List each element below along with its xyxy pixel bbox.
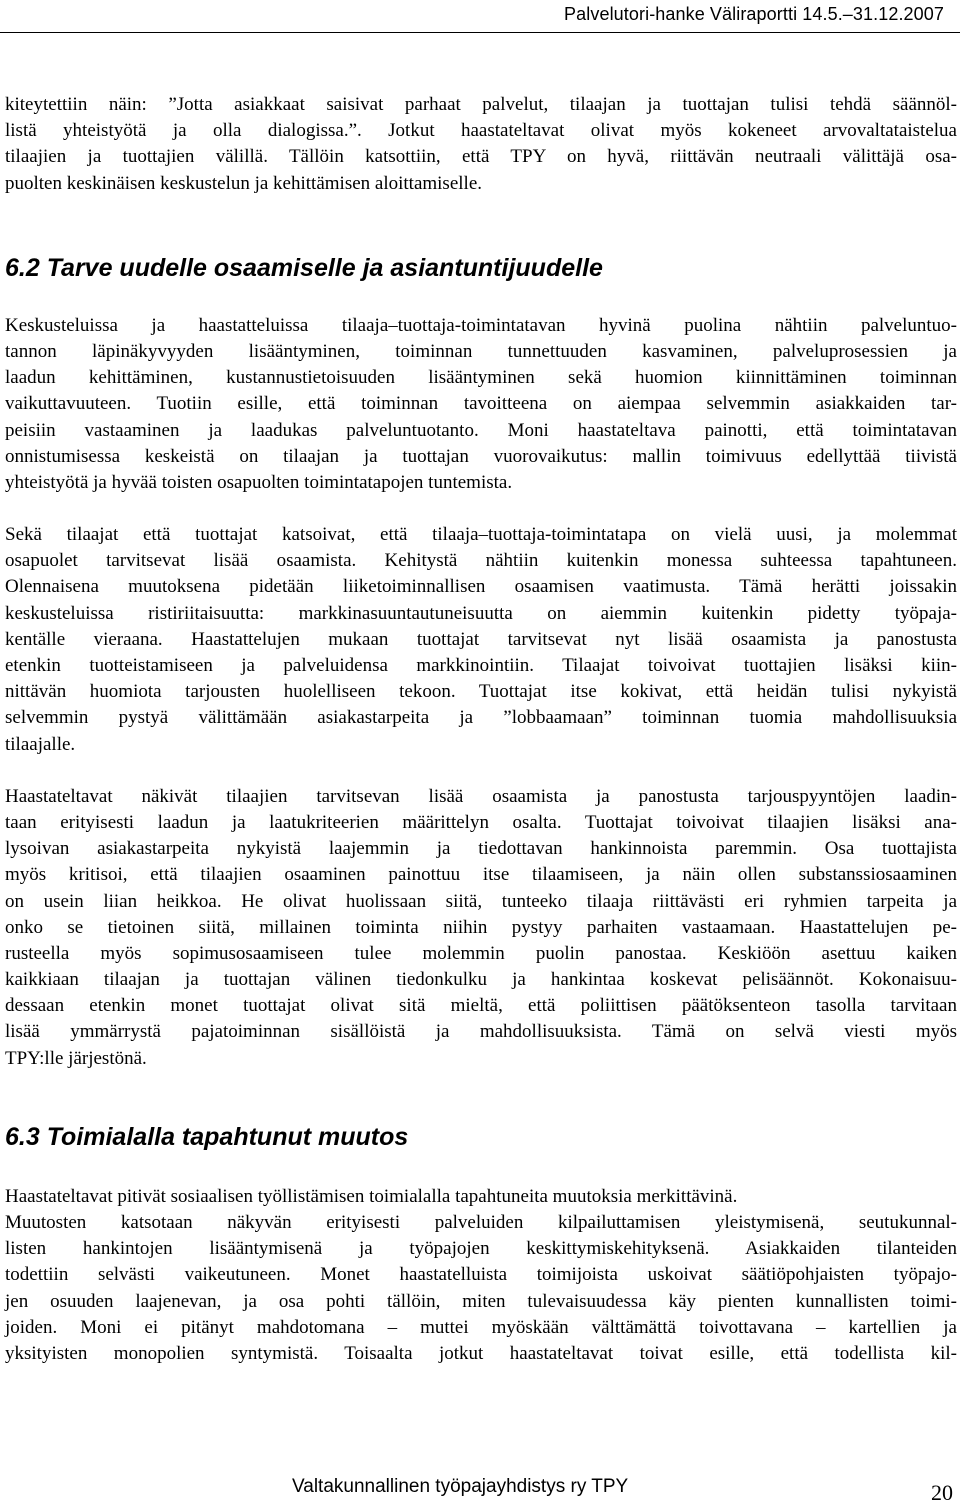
running-header-title: Palvelutori-hanke Väliraportti 14.5.–31.12.2007 bbox=[564, 4, 944, 24]
text-line: laadun kehittäminen, kustannustietoisuuden lisääntyminen sekä huomion kiinnittäminen toiminnan bbox=[5, 367, 957, 389]
text-line: onnistumisessa keskeistä on tilaajan ja tuottajan vuorovaikutus: mallin toimivuus edellyttää tiivistä bbox=[5, 445, 957, 467]
document-body bbox=[5, 92, 957, 1367]
text-line: Keskusteluissa ja haastatteluissa tilaaja–tuottaja-toimintatavan hyvinä puolina nähtiin palveluntuo- bbox=[5, 314, 957, 336]
text-line: jen osuuden laajenevan, ja osa pohti tällöin, miten tulevaisuudessa käy pienten kunnallisten toimi- bbox=[5, 1290, 957, 1312]
paragraph-6-2-a bbox=[5, 313, 957, 496]
text-line: yhteistyötä ja hyvää toisten osapuolten toimintatapojen tuntemista. bbox=[5, 471, 513, 493]
section-heading-6-2: 6.2 Tarve uudelle osaamiselle ja asiantuntijuudelle bbox=[5, 253, 603, 282]
text-line: peisiin vastaaminen ja laadukas palveluntuotanto. Moni haastateltava painotti, että toimintatavan bbox=[5, 419, 957, 441]
text-line: TPY:lle järjestönä. bbox=[5, 1047, 147, 1069]
header-divider bbox=[0, 32, 960, 33]
text-line: selvemmin pystyä välittämään asiakastarpeita ja ”lobbaamaan” toiminnan tuomia mahdollisuuksia bbox=[5, 707, 957, 729]
text-line: lisää ymmärrystä pajatoiminnan sisällöistä ja mahdollisuuksista. Tämä on selvä viesti myös bbox=[5, 1021, 957, 1043]
text-line: puolten keskinäisen keskustelun ja kehittämisen aloittamiselle. bbox=[5, 172, 483, 194]
text-line: listen hankintojen lisääntymisenä ja työpajojen keskittymiskehityksenä. Asiakkaiden tilanteiden bbox=[5, 1238, 957, 1260]
text-line: kaikkiaan tilaajan ja tuottajan välinen tiedonkulku ja hankintaa koskevat pelisäännöt. Kokonaisuu- bbox=[5, 969, 957, 991]
paragraph-intro bbox=[5, 92, 957, 197]
text-line: Sekä tilaajat että tuottajat katsoivat, että tilaaja–tuottaja-toimintatapa on vielä uusi, ja molemmat bbox=[5, 524, 957, 546]
text-line: myös kritisoi, että tilaajien osaaminen painottuu itse tilaamiseen, ja näin ollen substanssiosaaminen bbox=[5, 864, 957, 886]
text-line: taan erityisesti laadun ja laatukriteerien määrittelyn osalta. Tuottajat toivoivat tilaajien lisäksi ana- bbox=[5, 811, 957, 833]
text-line: tilaajien ja tuottajien välillä. Tällöin katsottiin, että TPY on hyvä, riittävän neutraali välittäjä osa- bbox=[5, 146, 957, 168]
text-line: kentälle vieraana. Haastattelujen mukaan tuottajat tarvitsevat nyt lisää osaamista ja panostusta bbox=[5, 628, 957, 650]
text-line: lysoivan asiakastarpeita nykyistä laajemmin ja tiedottavan hankinnoista paremmin. Osa tuottajista bbox=[5, 838, 957, 860]
text-line: keskusteluissa ristiriitaisuutta: markkinasuuntautuneisuutta on aiemmin kuitenkin pidetty työpaja- bbox=[5, 602, 957, 624]
text-line: etenkin tuotteistamiseen ja palveluidensa markkinointiin. Tilaajat toivoivat tuottajien lisäksi kiin- bbox=[5, 655, 957, 676]
section-heading-6-3: 6.3 Toimialalla tapahtunut muutos bbox=[5, 1122, 409, 1151]
text-line: Muutosten katsotaan näkyvän erityisesti palveluiden kilpailuttamisen yleistymisenä, seutukunnal- bbox=[5, 1212, 957, 1233]
text-line: dessaan etenkin monet tuottajat olivat sitä mieltä, että poliittisen päätöksenteon tasolla tarvitaan bbox=[5, 995, 957, 1017]
paragraph-6-3-a bbox=[5, 1184, 957, 1367]
footer-organization: Valtakunnallinen työpajayhdistys ry TPY bbox=[292, 1476, 629, 1497]
text-line: listä yhteistyötä ja olla dialogissa.”. Jotkut haastateltavat olivat myös kokeneet arvovaltataistelua bbox=[5, 120, 957, 142]
page-number: 20 bbox=[931, 1480, 953, 1505]
paragraph-6-2-c bbox=[5, 784, 957, 1072]
text-line: onko se tietoinen siitä, millainen toiminta niihin pystyy parhaiten vastaamaan. Haastattelujen pe- bbox=[5, 916, 957, 938]
text-line: joiden. Moni ei pitänyt mahdotomana – muttei myöskään välttämättä toivottavana – kartellien ja bbox=[5, 1316, 957, 1338]
text-line: todettiin selvästi vaikeutuneen. Monet haastatelluista toimijoista uskoivat säätiöpohjaisten työpajo- bbox=[5, 1264, 957, 1286]
paragraph-6-2-b bbox=[5, 522, 957, 758]
text-line: Haastateltavat pitivät sosiaalisen työllistämisen toimialalla tapahtuneita muutoksia merkittävinä. bbox=[5, 1185, 738, 1207]
text-line: kiteytettiin näin: ”Jotta asiakkaat saisivat parhaat palvelut, tilaajan ja tuottajan tulisi tehdä säännöl- bbox=[5, 94, 957, 115]
text-line: Olennaisena muutoksena pidetään liiketoiminnallisen osaamisen vaatimusta. Tämä herätti joissakin bbox=[5, 576, 957, 598]
text-line: vaikuttavuuteen. Tuotiin esille, että toiminnan tavoitteena on aiempaa selvemmin asiakkaiden tar- bbox=[5, 393, 957, 415]
text-line: rusteella myös sopimusosaamiseen tulee molemmin puolin panostaa. Keskiöön asettuu kaiken bbox=[5, 942, 957, 964]
text-line: yksityisten monopolien syntymistä. Toisaalta jotkut haastateltavat toivat esille, että todellista kil- bbox=[5, 1342, 957, 1364]
text-line: tannon läpinäkyvyyden lisääntyminen, toiminnan tunnettuuden kasvaminen, palveluprosessien ja bbox=[5, 340, 957, 362]
text-line: Haastateltavat näkivät tilaajien tarvitsevan lisää osaamista ja panostusta tarjouspyyntöjen laadin- bbox=[5, 785, 957, 807]
text-line: osapuolet tarvitsevat lisää osaamista. Kehitystä nähtiin kuitenkin monessa suhteessa tapahtuneen. bbox=[5, 550, 957, 572]
text-line: on usein liian heikkoa. He olivat huolissaan siitä, tunteeko tilaaja riittävästi eri ryhmien tarpeita ja bbox=[5, 890, 957, 912]
text-line: nittävän huomiota tarjousten huolelliseen tekoon. Tuottajat itse kokivat, että heidän tulisi nykyistä bbox=[5, 681, 957, 703]
text-line: tilaajalle. bbox=[5, 733, 76, 755]
